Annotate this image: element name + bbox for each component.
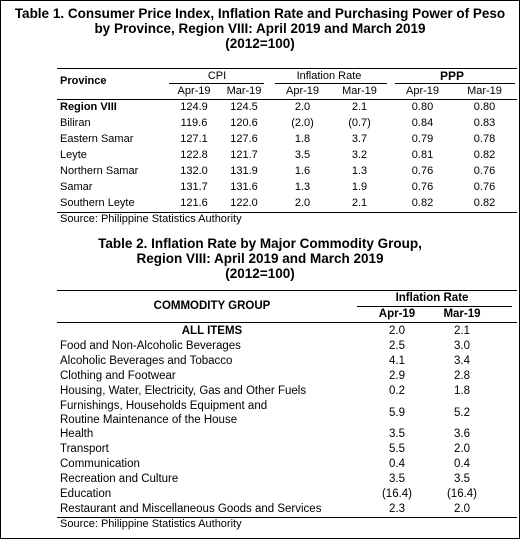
inflation-mar: 3.2: [351, 149, 368, 161]
inflation-apr: 3.5: [294, 149, 311, 161]
cpi-mar: 124.5: [230, 101, 258, 113]
apr-value: 4.1: [389, 355, 405, 367]
commodity-label: Housing, Water, Electricity, Gas and Other Fuels: [60, 385, 307, 397]
table1-title-line: by Province, Region VIII: April 2019 and March 2019: [94, 21, 426, 36]
apr-value: 2.5: [389, 340, 405, 352]
mar-value: 3.6: [454, 428, 470, 440]
ppp-apr: 0.76: [411, 165, 434, 177]
sub-header: Mar-19: [226, 85, 262, 97]
mar-value: 3.0: [454, 340, 470, 352]
table2-row: [57, 472, 517, 487]
table2-title-line: Region VIII: April 2019 and March 2019: [136, 251, 384, 266]
commodity-label-line2: Routine Maintenance of the House: [60, 414, 238, 426]
table2-row: [57, 427, 517, 442]
table1-row: [57, 148, 517, 163]
cpi-apr: 122.8: [180, 149, 208, 161]
inflation-apr: 1.6: [294, 165, 311, 177]
table1-title-line: Table 1. Consumer Price Index, Inflation Rate and Purchasing Power of Peso: [14, 6, 506, 21]
commodity-label: Transport: [60, 443, 109, 455]
province-name: Samar: [60, 181, 93, 193]
commodity-label: Communication: [60, 458, 140, 470]
ppp-apr: 0.80: [411, 101, 434, 113]
ppp-apr: 0.81: [411, 149, 434, 161]
table2-row: [57, 502, 517, 517]
table2-title: [0, 236, 520, 281]
cpi-apr: 132.0: [180, 165, 208, 177]
province-name: Northern Samar: [60, 165, 139, 177]
mar-value: (16.4): [446, 488, 478, 500]
cpi-apr: 127.1: [180, 133, 208, 145]
table2-row: [57, 339, 517, 354]
apr-value: 2.0: [389, 325, 405, 337]
province-name: Southern Leyte: [60, 197, 135, 209]
mar-value: 1.8: [454, 385, 470, 397]
ppp-mar: 0.76: [473, 165, 496, 177]
ppp-apr: 0.79: [411, 133, 434, 145]
inflation-header: Inflation Rate: [296, 70, 362, 82]
apr-value: (16.4): [381, 488, 413, 500]
inflation-mar: (0.7): [348, 117, 371, 129]
apr-value: 5.9: [389, 407, 405, 419]
apr-value: 2.3: [389, 503, 405, 515]
cpi-apr: 121.6: [180, 197, 208, 209]
sub-header: Mar-19: [342, 85, 377, 97]
commodity-label: Clothing and Footwear: [60, 370, 176, 382]
table1-row: [57, 100, 517, 115]
apr-value: 3.5: [389, 428, 405, 440]
mar-value: 0.4: [454, 458, 470, 470]
apr-value: 5.5: [389, 443, 405, 455]
apr-value: 3.5: [389, 473, 405, 485]
commodity-label: Food and Non-Alcoholic Beverages: [60, 340, 241, 352]
commodity-label: Education: [60, 488, 112, 500]
ppp-apr: 0.82: [411, 197, 434, 209]
inflation-apr: (2.0): [291, 117, 314, 129]
mar-value: 2.0: [454, 443, 470, 455]
table2-row: [57, 442, 517, 457]
cpi-mar: 131.9: [230, 165, 258, 177]
commodity-label: Recreation and Culture: [60, 473, 179, 485]
table2-row: [57, 384, 517, 399]
ppp-mar: 0.80: [473, 101, 496, 113]
table1-row: [57, 180, 517, 195]
ppp-mar: 0.78: [473, 133, 496, 145]
table2-row: [57, 354, 517, 369]
mar-value: 3.5: [454, 473, 470, 485]
province-name: Biliran: [60, 117, 91, 129]
mar-value: 2.1: [454, 325, 470, 337]
inflation-rate-header: Inflation Rate: [395, 292, 469, 304]
cpi-apr: 131.7: [180, 181, 208, 193]
ppp-mar: 0.83: [473, 117, 496, 129]
inflation-apr: 1.8: [294, 133, 311, 145]
province-name: Region VIII: [60, 101, 117, 113]
sub-header: Apr-19: [285, 85, 320, 97]
table2-row: [57, 457, 517, 472]
table1-row: [57, 116, 517, 131]
inflation-mar: 3.7: [351, 133, 368, 145]
mar-header: Mar-19: [443, 308, 481, 320]
cpi-apr: 124.9: [180, 101, 208, 113]
table2-title-line: Table 2. Inflation Rate by Major Commodity Group,: [98, 236, 422, 251]
table2-row: [57, 399, 517, 427]
province-name: Eastern Samar: [60, 133, 134, 145]
cpi-mar: 131.6: [230, 181, 258, 193]
all-items-label: ALL ITEMS: [181, 325, 243, 337]
cpi-mar: 120.6: [230, 117, 258, 129]
apr-value: 0.2: [389, 385, 405, 397]
mar-value: 3.4: [454, 355, 470, 367]
inflation-mar: 1.3: [351, 165, 368, 177]
sub-header: Apr-19: [405, 85, 440, 97]
table2-row: [57, 369, 517, 384]
table2-source: Source: Philippine Statistics Authority: [60, 518, 242, 530]
cpi-mar: 122.0: [230, 197, 258, 209]
cpi-apr: 119.6: [180, 117, 208, 129]
table2-title-line: (2012=100): [225, 266, 295, 281]
table1-row: [57, 164, 517, 179]
table1-row: [57, 196, 517, 211]
inflation-mar: 1.9: [351, 181, 368, 193]
province-header: Province: [60, 75, 107, 87]
sub-header: Apr-19: [177, 85, 211, 97]
ppp-mar: 0.82: [473, 149, 496, 161]
apr-header: Apr-19: [378, 308, 416, 320]
inflation-apr: 2.0: [294, 101, 311, 113]
sub-header: Mar-19: [467, 85, 502, 97]
ppp-apr: 0.84: [411, 117, 434, 129]
apr-value: 2.9: [389, 370, 405, 382]
all-items-row: [57, 323, 517, 339]
ppp-header: PPP: [439, 69, 464, 83]
inflation-mar: 2.1: [351, 101, 368, 113]
commodity-label: Health: [60, 428, 94, 440]
mar-value: 2.8: [454, 370, 470, 382]
ppp-mar: 0.76: [473, 181, 496, 193]
commodity-group-header: COMMODITY GROUP: [153, 300, 271, 312]
commodity-label: Alcoholic Beverages and Tobacco: [60, 355, 233, 367]
table1-title-line: (2012=100): [225, 36, 295, 51]
table1-source: Source: Philippine Statistics Authority: [60, 213, 242, 225]
inflation-mar: 2.1: [351, 197, 368, 209]
commodity-label: Restaurant and Miscellaneous Goods and Services: [60, 503, 322, 515]
province-name: Leyte: [60, 149, 87, 161]
table2-row: [57, 487, 517, 502]
cpi-header: CPI: [207, 70, 227, 82]
table1-row: [57, 132, 517, 147]
cpi-mar: 121.7: [230, 149, 258, 161]
cpi-mar: 127.6: [230, 133, 258, 145]
mar-value: 5.2: [454, 407, 470, 419]
inflation-apr: 1.3: [294, 181, 311, 193]
ppp-mar: 0.82: [473, 197, 496, 209]
commodity-label: Furnishings, Households Equipment and: [60, 400, 268, 412]
ppp-apr: 0.76: [411, 181, 434, 193]
apr-value: 0.4: [389, 458, 405, 470]
inflation-apr: 2.0: [294, 197, 311, 209]
table1-title: [0, 6, 520, 51]
mar-value: 2.0: [454, 503, 470, 515]
